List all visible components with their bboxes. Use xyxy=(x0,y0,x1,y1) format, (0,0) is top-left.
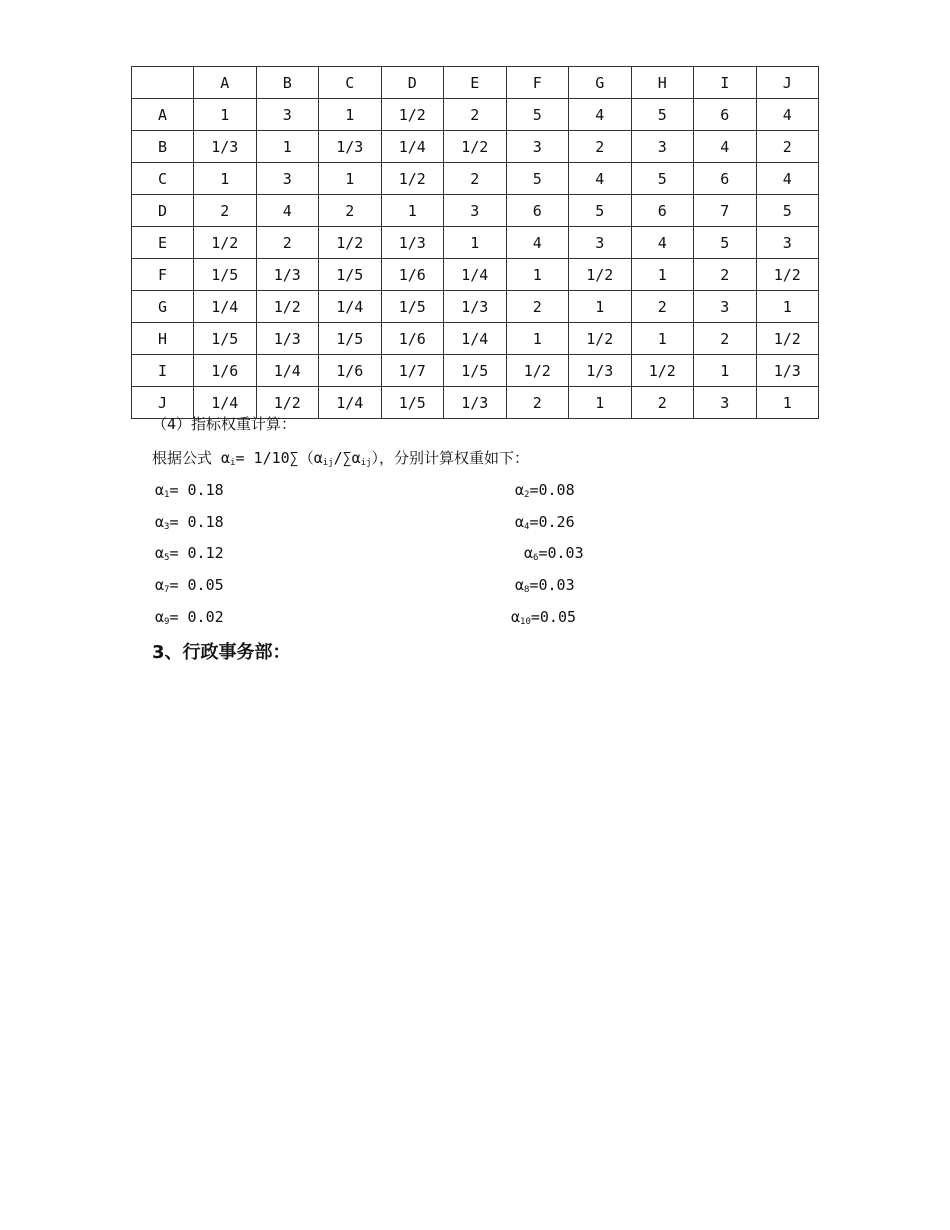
table-cell: 1/4 xyxy=(381,131,444,163)
table-cell: 1/2 xyxy=(381,163,444,195)
table-cell: 1/5 xyxy=(381,291,444,323)
table-cell: 3 xyxy=(256,99,319,131)
column-header-cell: C xyxy=(319,67,382,99)
table-cell: 2 xyxy=(694,323,757,355)
table-cell: 1 xyxy=(194,163,257,195)
section-3-heading: 3、行政事务部： xyxy=(152,642,291,663)
table-cell: 2 xyxy=(506,387,569,419)
row-header-cell: F xyxy=(132,259,194,291)
table-cell: 1/4 xyxy=(256,355,319,387)
table-cell: 1/6 xyxy=(381,323,444,355)
table-cell: 1/2 xyxy=(444,131,507,163)
table-cell: 3 xyxy=(694,291,757,323)
table-cell: 1 xyxy=(631,323,694,355)
table-cell: 1/5 xyxy=(319,323,382,355)
table-row xyxy=(132,195,819,227)
table-cell: 1/5 xyxy=(194,323,257,355)
table-cell: 4 xyxy=(631,227,694,259)
table-row xyxy=(132,131,819,163)
table-cell: 3 xyxy=(256,163,319,195)
table-row xyxy=(132,323,819,355)
table-cell: 1/2 xyxy=(756,323,819,355)
weight-alpha-9: $\alpha_9= 0.02$ xyxy=(155,608,224,627)
table-cell: 1/2 xyxy=(194,227,257,259)
table-cell: 3 xyxy=(506,131,569,163)
table-cell: 4 xyxy=(569,99,632,131)
table-row xyxy=(132,99,819,131)
column-header-cell: E xyxy=(444,67,507,99)
table-header-row xyxy=(132,67,819,99)
table-cell: 1/5 xyxy=(319,259,382,291)
table-cell: 4 xyxy=(694,131,757,163)
table-cell: 1 xyxy=(756,387,819,419)
weight-alpha-6: $\alpha_6=0.03$ xyxy=(524,544,584,563)
table-cell: 2 xyxy=(194,195,257,227)
table-cell: 1/3 xyxy=(256,259,319,291)
column-header-cell: D xyxy=(381,67,444,99)
table-cell: 1 xyxy=(194,99,257,131)
column-header-cell xyxy=(132,67,194,99)
table-cell: 6 xyxy=(694,99,757,131)
table-cell: 5 xyxy=(506,163,569,195)
table-cell: 1/3 xyxy=(194,131,257,163)
column-header-cell: F xyxy=(506,67,569,99)
table-cell: 2 xyxy=(631,291,694,323)
row-header-cell: J xyxy=(132,387,194,419)
table-cell: 6 xyxy=(631,195,694,227)
table-cell: 1 xyxy=(256,131,319,163)
table-cell: 1 xyxy=(694,355,757,387)
row-header-cell: E xyxy=(132,227,194,259)
table-cell: 1/3 xyxy=(256,323,319,355)
column-header-cell: B xyxy=(256,67,319,99)
weight-alpha-2: $\alpha_2=0.08$ xyxy=(515,481,575,500)
table-cell: 5 xyxy=(694,227,757,259)
table-cell: 1/2 xyxy=(506,355,569,387)
table-cell: 1/5 xyxy=(381,387,444,419)
weight-alpha-8: $\alpha_8=0.03$ xyxy=(515,576,575,595)
table-cell: 1 xyxy=(506,323,569,355)
table-cell: 1 xyxy=(381,195,444,227)
table-row xyxy=(132,259,819,291)
table-cell: 4 xyxy=(569,163,632,195)
table-cell: 4 xyxy=(756,99,819,131)
column-header-cell: G xyxy=(569,67,632,99)
table-cell: 1/3 xyxy=(569,355,632,387)
table-cell: 1/2 xyxy=(256,291,319,323)
table-cell: 1/4 xyxy=(444,259,507,291)
weight-alpha-7: $\alpha_7= 0.05$ xyxy=(155,576,224,595)
table-cell: 1 xyxy=(319,163,382,195)
table-cell: 1/6 xyxy=(381,259,444,291)
table-cell: 2 xyxy=(631,387,694,419)
comparison-matrix-table xyxy=(131,66,819,419)
table-cell: 2 xyxy=(444,99,507,131)
table-cell: 1/3 xyxy=(381,227,444,259)
table-cell: 4 xyxy=(756,163,819,195)
table-cell: 1 xyxy=(631,259,694,291)
table-cell: 1/4 xyxy=(194,291,257,323)
table-cell: 3 xyxy=(694,387,757,419)
table-cell: 4 xyxy=(506,227,569,259)
table-row xyxy=(132,355,819,387)
table-cell: 2 xyxy=(319,195,382,227)
table-cell: 2 xyxy=(506,291,569,323)
table-cell: 1/7 xyxy=(381,355,444,387)
table-cell: 1/4 xyxy=(319,291,382,323)
table-cell: 1/3 xyxy=(319,131,382,163)
table-cell: 2 xyxy=(756,131,819,163)
table-cell: 2 xyxy=(256,227,319,259)
table-cell: 1 xyxy=(569,387,632,419)
table-cell: 6 xyxy=(506,195,569,227)
table-cell: 1/2 xyxy=(631,355,694,387)
table-cell: 3 xyxy=(569,227,632,259)
column-header-cell: A xyxy=(194,67,257,99)
row-header-cell: C xyxy=(132,163,194,195)
table-cell: 5 xyxy=(506,99,569,131)
weight-formula: 根据公式 $\alpha_i= 1/10\sum(\alpha_{ij}/\sum\alpha_{ij})$，分别计算权重如下： xyxy=(152,449,530,468)
table-cell: 5 xyxy=(569,195,632,227)
table-cell: 4 xyxy=(256,195,319,227)
column-header-cell: H xyxy=(631,67,694,99)
table-cell: 1/2 xyxy=(381,99,444,131)
table-cell: 1/2 xyxy=(569,323,632,355)
table-cell: 1/2 xyxy=(256,387,319,419)
table-cell: 1 xyxy=(569,291,632,323)
table-row xyxy=(132,227,819,259)
column-header-cell: J xyxy=(756,67,819,99)
table-cell: 3 xyxy=(631,131,694,163)
table-cell: 5 xyxy=(756,195,819,227)
table-cell: 1 xyxy=(444,227,507,259)
row-header-cell: D xyxy=(132,195,194,227)
column-header-cell: I xyxy=(694,67,757,99)
table-cell: 2 xyxy=(694,259,757,291)
table-cell: 1/4 xyxy=(444,323,507,355)
table-cell: 1 xyxy=(319,99,382,131)
table-cell: 1/4 xyxy=(319,387,382,419)
weight-alpha-4: $\alpha_4=0.26$ xyxy=(515,513,575,532)
section-4-title: （4）指标权重计算： xyxy=(152,415,297,433)
table-row xyxy=(132,291,819,323)
table-cell: 1/2 xyxy=(319,227,382,259)
weight-alpha-1: $\alpha_1= 0.18$ xyxy=(155,481,224,500)
table-cell: 2 xyxy=(569,131,632,163)
table-cell: 1 xyxy=(506,259,569,291)
table-cell: 1/6 xyxy=(319,355,382,387)
table-cell: 3 xyxy=(756,227,819,259)
table-cell: 1 xyxy=(756,291,819,323)
table-cell: 1/6 xyxy=(194,355,257,387)
row-header-cell: B xyxy=(132,131,194,163)
weight-alpha-10: $\alpha_{10}=0.05$ xyxy=(511,608,577,627)
weight-alpha-5: $\alpha_5= 0.12$ xyxy=(155,544,224,563)
table-cell: 1/3 xyxy=(444,291,507,323)
table-cell: 3 xyxy=(444,195,507,227)
table-cell: 2 xyxy=(444,163,507,195)
row-header-cell: A xyxy=(132,99,194,131)
table-cell: 1/4 xyxy=(194,387,257,419)
row-header-cell: H xyxy=(132,323,194,355)
table-cell: 1/5 xyxy=(194,259,257,291)
table-cell: 1/2 xyxy=(756,259,819,291)
table-cell: 7 xyxy=(694,195,757,227)
table-cell: 1/2 xyxy=(569,259,632,291)
weight-alpha-3: $\alpha_3= 0.18$ xyxy=(155,513,224,532)
row-header-cell: G xyxy=(132,291,194,323)
table-cell: 1/3 xyxy=(756,355,819,387)
table-cell: 6 xyxy=(694,163,757,195)
table-cell: 1/3 xyxy=(444,387,507,419)
table-row xyxy=(132,163,819,195)
table-cell: 5 xyxy=(631,99,694,131)
table-cell: 1/5 xyxy=(444,355,507,387)
table-cell: 5 xyxy=(631,163,694,195)
row-header-cell: I xyxy=(132,355,194,387)
